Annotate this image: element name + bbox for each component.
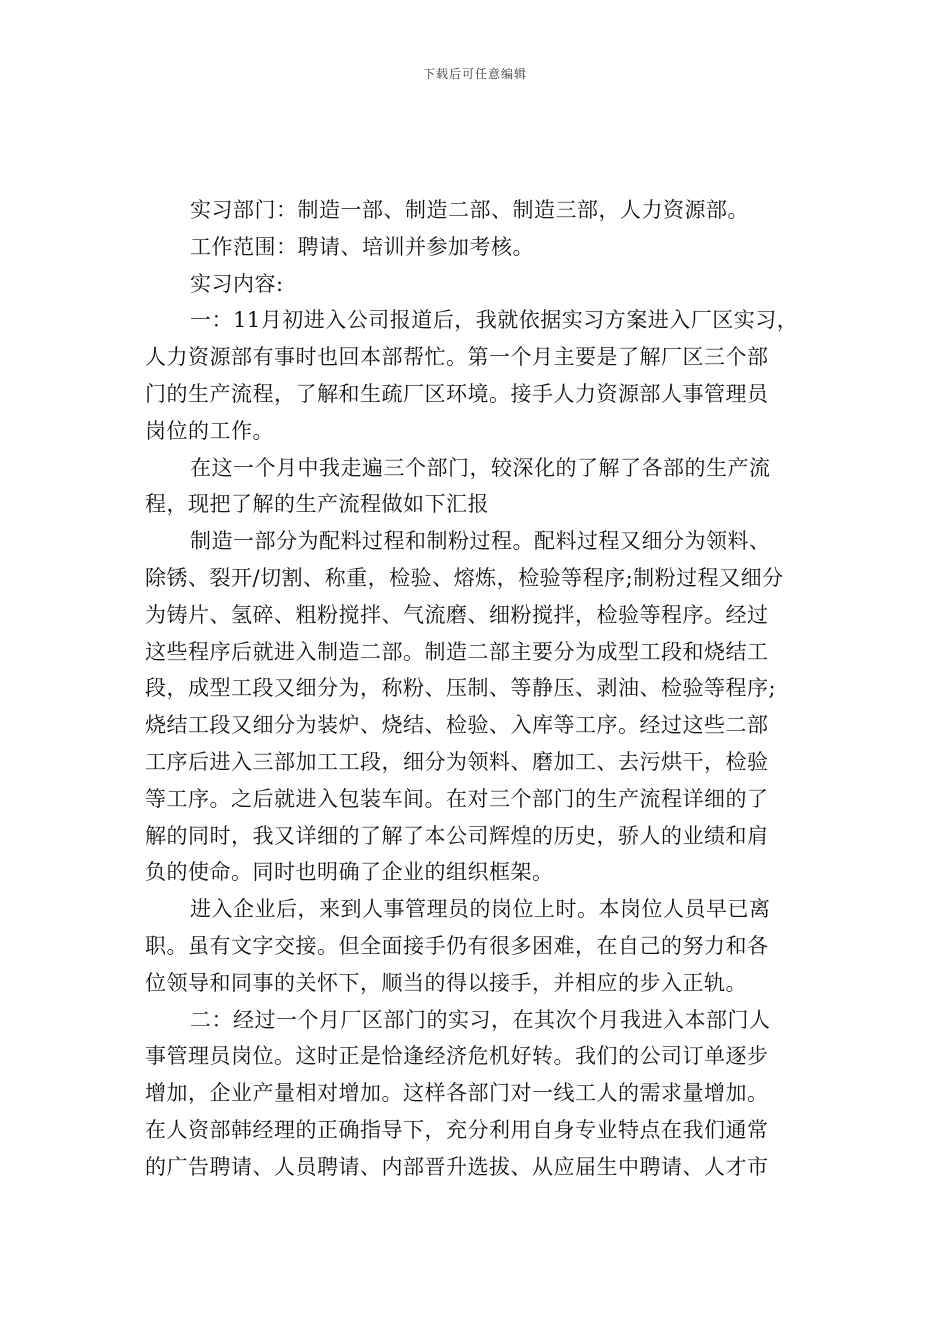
text-line: 增加，企业产量相对增加。这样各部门对一线工人的需求量增加。 — [145, 1081, 769, 1106]
text-line: 一：11月初进入公司报道后，我就依据实习方案进入厂区实习， — [190, 308, 799, 333]
text-line: 职。虽有文字交接。但全面接手仍有很多困难，在自己的努力和各 — [145, 933, 769, 958]
text-line: 在人资部韩经理的正确指导下，充分利用自身专业特点在我们通常 — [145, 1117, 769, 1142]
text-line: 工作范围：聘请、培训并参加考核。 — [190, 234, 534, 259]
text-line: 人力资源部有事时也回本部帮忙。第一个月主要是了解厂区三个部 — [145, 345, 769, 370]
text-line: 的广告聘请、人员聘请、内部晋升选拔、从应届生中聘请、人才市 — [145, 1154, 769, 1179]
text-line: 二：经过一个月厂区部门的实习，在其次个月我进入本部门人 — [190, 1007, 771, 1032]
text-line: 程，现把了解的生产流程做如下汇报 — [145, 492, 489, 517]
document-body — [145, 192, 805, 1186]
text-line: 为铸片、氢碎、粗粉搅拌、气流磨、细粉搅拌，检验等程序。经过 — [145, 602, 769, 627]
text-line: 实习内容: — [190, 271, 284, 296]
text-line: 位领导和同事的关怀下，顺当的得以接手，并相应的步入正轨。 — [145, 970, 747, 995]
text-line: 岗位的工作。 — [145, 418, 274, 443]
text-line: 工序后进入三部加工工段，细分为领料、磨加工、去污烘干，检验 — [145, 749, 769, 774]
text-line: 在这一个月中我走遍三个部门，较深化的了解了各部的生产流 — [190, 455, 771, 480]
text-line: 烧结工段又细分为装炉、烧结、检验、入库等工序。经过这些二部 — [145, 713, 769, 738]
text-line: 事管理员岗位。这时正是恰逢经济危机好转。我们的公司订单逐步 — [145, 1044, 769, 1069]
text-line: 门的生产流程，了解和生疏厂区环境。接手人力资源部人事管理员 — [145, 381, 769, 406]
text-line: 除锈、裂开/切割、称重，检验、熔炼，检验等程序;制粉过程又细分 — [145, 565, 784, 590]
header-note: 下载后可任意编辑 — [422, 67, 527, 81]
text-line: 解的同时，我又详细的了解了本公司辉煌的历史，骄人的业绩和肩 — [145, 823, 769, 848]
text-line: 制造一部分为配料过程和制粉过程。配料过程又细分为领料、 — [190, 529, 771, 554]
text-line: 进入企业后，来到人事管理员的岗位上时。本岗位人员早已离 — [190, 897, 771, 922]
text-line: 实习部门：制造一部、制造二部、制造三部，人力资源部。 — [190, 198, 749, 222]
text-line: 段，成型工段又细分为，称粉、压制、等静压、剥油、检验等程序; — [145, 676, 777, 701]
text-line: 等工序。之后就进入包装车间。在对三个部门的生产流程详细的了 — [145, 786, 769, 811]
text-line: 这些程序后就进入制造二部。制造二部主要分为成型工段和烧结工 — [145, 639, 769, 664]
text-line: 负的使命。同时也明确了企业的组织框架。 — [145, 860, 554, 885]
